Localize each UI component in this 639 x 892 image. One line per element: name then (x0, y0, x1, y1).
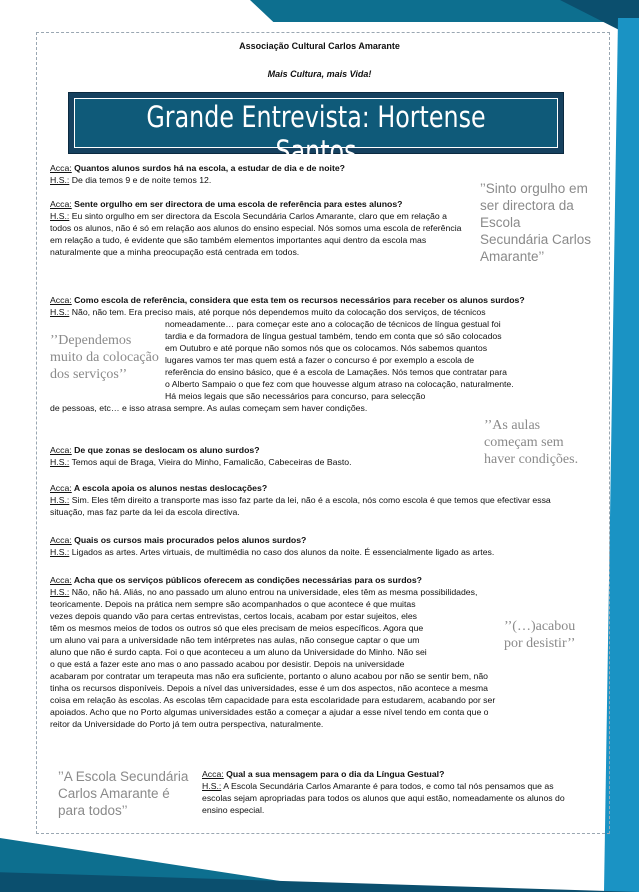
question-text: Qual a sua mensagem para o dia da Língua Gestual? (226, 769, 445, 779)
question-2 (50, 198, 470, 258)
answer-text: De dia temos 9 e de noite temos 12. (71, 175, 212, 185)
answer-7-line-11: apoiados. Acho que no Porto algumas universidades estão a começar a ajudar a esse nível tendo em conta que o (50, 707, 489, 717)
answer-7-line-1: H.S.: Não, não há. Aliás, no ano passado um aluno entrou na universidade, eles têm as mesma possibilidades, (50, 587, 478, 597)
question-text: Sente orgulho em ser directora de uma escola de referência para estes alunos? (74, 199, 403, 209)
answer-text: Ligados as artes. Artes virtuais, de multimédia no caso dos alunos da noite. É essencialmente ligado as artes. (71, 547, 495, 557)
answer-3-line-3: tardia e da formadora de língua gestual também, tendo em conta que só são colocados (165, 331, 502, 341)
answer-7-line-6: aluno que não é surdo capta. Foi o que aconteceu a um aluno da Universidade do Minho. Não sei (50, 647, 427, 657)
acca-label: Acca: (50, 295, 72, 305)
question-4 (50, 444, 470, 468)
answer-text: Sim. Eles têm direito a transporte mas isso faz parte da lei, não é a escola, nós como escola é que temos que efectivar essa situação, mas faz parte da lei da escola directiva. (50, 495, 551, 517)
pull-quote-3: ’’As aulas começam sem haver condições. (484, 418, 579, 467)
acca-label: Acca: (50, 199, 72, 209)
acca-label: Acca: (50, 575, 72, 585)
answer-7-line-5: um aluno vai para a universidade não tem intérpretes nas aulas, não consegue captar o que um (50, 635, 420, 645)
answer-3-line-1: H.S.: Não, não tem. Era preciso mais, até porque nós dependemos muito da colocação dos serviços, de técnicos (50, 307, 486, 317)
answer-7-line-7: o que está a fazer este ano mas o ano passado acabou por desistir. Depois na universidade (50, 659, 405, 669)
question-text: Quais os cursos mais procurados pelos alunos surdos? (74, 535, 307, 545)
answer-text: Eu sinto orgulho em ser directora da Escola Secundária Carlos Amarante, claro que em relação a todos os alunos, não é só em relação aos alunos do ensino especial. Nós somos uma escola de referência em relação a tudo, é evidente que são também elementos importantes aqui dentro da escola mas naturalmente que a minha preocupação está centrada em todos. (50, 211, 462, 257)
pull-quote-5: ’’A Escola Secundária Carlos Amarante é para todos’’ (58, 769, 189, 818)
hs-label: H.S.: (202, 781, 222, 791)
acca-label: Acca: (50, 483, 72, 493)
answer-7-line-4: têm os mesmos meios de todos os outros só que eles precisam de meios específicos. Agora que (50, 623, 424, 633)
answer-3-line-8: Há meios legais que são necessários para concurso, para selecção (165, 391, 426, 401)
question-3 (50, 294, 580, 306)
pull-quote-4: ’’(…)acabou por desistir’’ (504, 619, 576, 651)
hs-label: H.S.: (50, 547, 70, 557)
pull-quote-1: ’’Sinto orgulho em ser directora da Escola Secundária Carlos Amarante’’ (480, 181, 592, 264)
hs-label: H.S.: (50, 211, 70, 221)
hs-label: H.S.: (50, 307, 70, 317)
acca-label: Acca: (50, 445, 72, 455)
question-text: Acha que os serviços públicos oferecem as condições necessárias para os surdos? (73, 575, 422, 585)
answer-text: A Escola Secundária Carlos Amarante é para todos, e como tal nós pensamos que as escolas sejam apropriadas para todos os alunos que aqui estão, nomeadamente os alunos do ensino especial. (202, 781, 565, 815)
question-1 (50, 162, 470, 186)
acca-label: Acca: (202, 769, 224, 779)
acca-label: Acca: (50, 535, 72, 545)
hs-label: H.S.: (50, 175, 70, 185)
question-5 (50, 482, 580, 518)
answer-7-line-8: acabaram por contratar um terapeuta mas não era suficiente, portanto o aluno acabou por não se sentir bem, não (50, 671, 489, 681)
question-7 (50, 574, 580, 586)
answer-7-line-3: vezes depois quando vão para certas entrevistas, certos locais, acabam por estar sujeitos, eles (50, 611, 418, 621)
answer-7-line-10: coisa em relação às escolas. As escolas têm capacidade para esta escolaridade para estudarem, acabando por ser (50, 695, 496, 705)
question-8 (202, 768, 582, 816)
answer-3-line-2: nomeadamente… para começar este ano a colocação de técnicos de língua gestual foi (165, 319, 501, 329)
answer-7-line-9: tinha os recursos disponíveis. Depois a nível das universidades, esse é um dos aspectos, não acontece a mesma (50, 683, 488, 693)
hs-label: H.S.: (50, 457, 70, 467)
answer-3-line-7: o Alberto Sampaio o que fez com que houvesse algum atraso na colocação, naturalmente. (165, 379, 514, 389)
pull-quote-2: ’’Dependemos muito da colocação dos serviços’’ (50, 333, 159, 382)
question-text: A escola apoia os alunos nestas deslocações? (73, 483, 268, 493)
answer-7-line-12: reitor da Universidade do Porto já tem outra perspectiva, naturalmente. (50, 719, 324, 729)
answer-text: Temos aqui de Braga, Vieira do Minho, Famalicão, Cabeceiras de Basto. (71, 457, 352, 467)
acca-label: Acca: (50, 163, 72, 173)
answer-3-line-6: referência do ensino básico, que é a escola de Lamaçães. Nós temos que contratar para (165, 367, 507, 377)
page-title: Grande Entrevista: Hortense Santos (146, 100, 486, 168)
answer-3-line-5: lugares vamos ter mas quem está a fazer o concurso é por exemplo a escola de (165, 355, 475, 365)
hs-label: H.S.: (50, 587, 70, 597)
question-text: Quantos alunos surdos há na escola, a estudar de dia e de noite? (74, 163, 345, 173)
motto: Mais Cultura, mais Vida! (267, 69, 372, 79)
hs-label: H.S.: (50, 495, 70, 505)
question-6 (50, 534, 590, 558)
answer-3-line-4: em Outubro e até porque não somos nós que os colocamos. Nós sabemos quantos (165, 343, 488, 353)
question-text: Como escola de referência, considera que esta tem os recursos necessários para receber os alunos surdos? (74, 295, 525, 305)
answer-3-line-9: de pessoas, etc… e isso atrasa sempre. As aulas começam sem haver condições. (50, 403, 368, 413)
question-text: De que zonas se deslocam os aluno surdos? (74, 445, 260, 455)
answer-7-line-2: teoricamente. Depois na prática nem sempre são acompanhados o que acontece é que muitas (50, 599, 416, 609)
organization-name: Associação Cultural Carlos Amarante (239, 41, 400, 51)
